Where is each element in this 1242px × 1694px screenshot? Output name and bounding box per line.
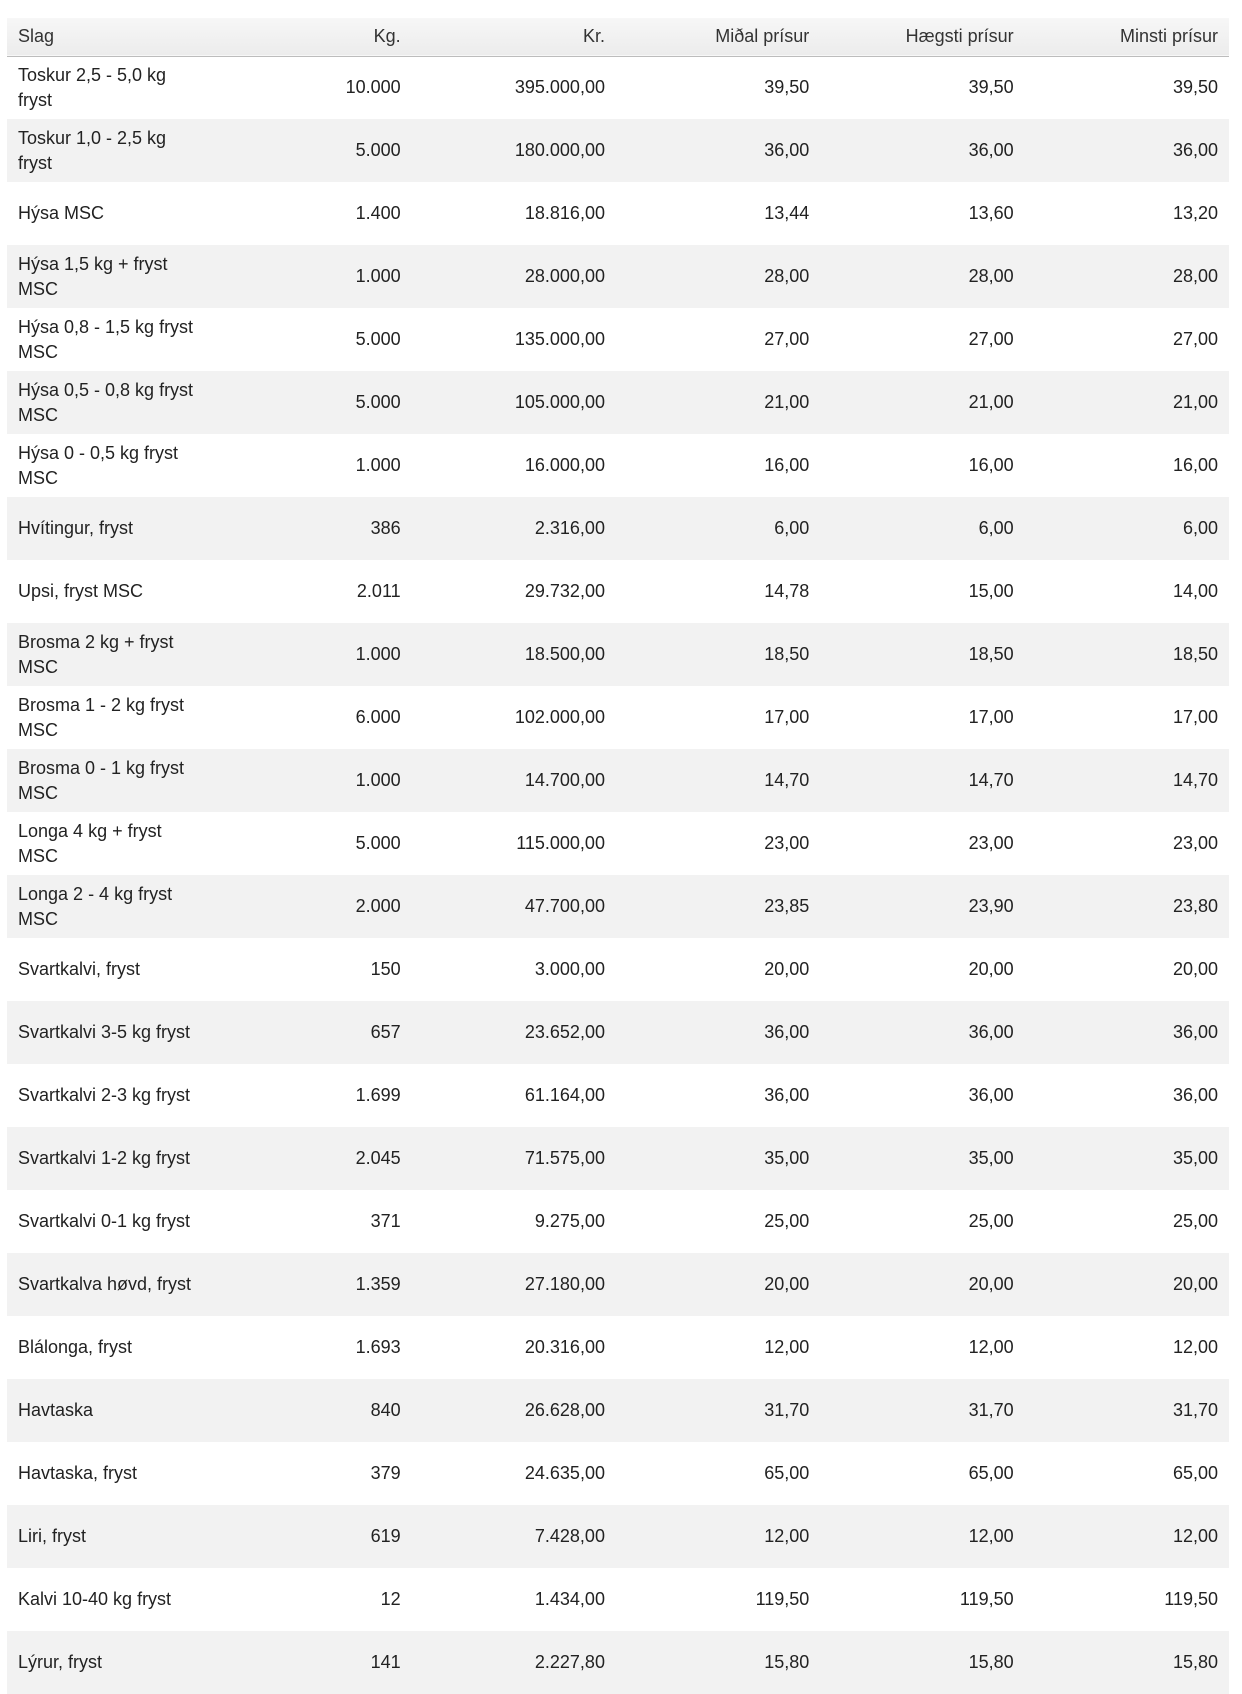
table-header [7, 18, 1229, 56]
cell-kg: 1.000 [355, 266, 401, 286]
cell-midal-prisur: 15,80 [764, 1652, 810, 1672]
cell-midal-prisur: 12,00 [764, 1337, 810, 1357]
cell-midal-prisur: 39,50 [764, 77, 810, 98]
price-table [7, 18, 1229, 1694]
cell-haegsti-prisur: 17,00 [968, 707, 1014, 727]
cell-haegsti-prisur: 18,50 [968, 644, 1014, 664]
cell-midal-prisur: 14,78 [764, 581, 810, 601]
cell-midal-prisur: 23,00 [764, 833, 810, 853]
cell-slag: Svartkalva høvd, fryst [18, 1274, 192, 1294]
cell-kg: 1.000 [355, 455, 401, 475]
cell-haegsti-prisur: 6,00 [978, 518, 1014, 538]
cell-kg: 1.400 [355, 203, 401, 223]
table-row [7, 182, 1229, 245]
cell-kg: 1.699 [355, 1085, 401, 1105]
cell-haegsti-prisur: 23,90 [968, 896, 1014, 916]
cell-kg: 1.000 [355, 644, 401, 664]
table-row [7, 1631, 1229, 1694]
cell-kg: 5.000 [355, 833, 401, 853]
cell-slag: Hýsa 0 - 0,5 kg fryst MSC [18, 442, 179, 488]
cell-kr: 180.000,00 [514, 140, 605, 160]
cell-kr: 16.000,00 [524, 455, 605, 475]
cell-kr: 395.000,00 [514, 77, 605, 98]
cell-kr: 9.275,00 [534, 1211, 605, 1231]
table-row [7, 56, 1229, 119]
cell-slag: Liri, fryst [18, 1526, 87, 1546]
cell-minsti-prisur: 36,00 [1172, 140, 1218, 160]
cell-slag: Hvítingur, fryst [18, 518, 134, 538]
cell-minsti-prisur: 25,00 [1172, 1211, 1218, 1231]
cell-haegsti-prisur: 23,00 [968, 833, 1014, 853]
cell-midal-prisur: 23,85 [764, 896, 810, 916]
column-header-haegsti-prisur[interactable]: Hægsti prísur [905, 26, 1014, 47]
cell-midal-prisur: 21,00 [764, 392, 810, 412]
table-row [7, 1505, 1229, 1568]
cell-kr: 7.428,00 [534, 1526, 605, 1546]
cell-slag: Brosma 2 kg + fryst MSC [18, 631, 174, 677]
cell-haegsti-prisur: 15,00 [968, 581, 1014, 601]
cell-midal-prisur: 119,50 [755, 1589, 810, 1609]
table-row [7, 1064, 1229, 1127]
cell-haegsti-prisur: 20,00 [968, 959, 1014, 979]
column-header-kr[interactable]: Kr. [582, 26, 605, 47]
cell-slag: Kalvi 10-40 kg fryst [18, 1589, 172, 1609]
cell-kr: 23.652,00 [524, 1022, 605, 1042]
cell-kg: 141 [370, 1652, 401, 1672]
cell-minsti-prisur: 31,70 [1172, 1400, 1218, 1420]
cell-midal-prisur: 36,00 [764, 1022, 810, 1042]
cell-slag: Longa 4 kg + fryst MSC [18, 820, 162, 866]
cell-kg: 12 [380, 1589, 401, 1609]
table-row [7, 560, 1229, 623]
cell-kr: 27.180,00 [524, 1274, 605, 1294]
cell-minsti-prisur: 28,00 [1172, 266, 1218, 286]
table-row [7, 1001, 1229, 1064]
price-table-container [7, 18, 1229, 1694]
cell-slag: Blálonga, fryst [18, 1337, 133, 1357]
table-row [7, 1190, 1229, 1253]
cell-kg: 2.045 [355, 1148, 401, 1168]
cell-midal-prisur: 12,00 [764, 1526, 810, 1546]
cell-kg: 371 [370, 1211, 401, 1231]
cell-haegsti-prisur: 15,80 [968, 1652, 1014, 1672]
cell-slag: Toskur 1,0 - 2,5 kg fryst [18, 127, 167, 173]
table-row [7, 1316, 1229, 1379]
cell-slag: Brosma 0 - 1 kg fryst MSC [18, 757, 185, 803]
table-body [7, 56, 1229, 1694]
cell-minsti-prisur: 119,50 [1164, 1589, 1218, 1609]
cell-minsti-prisur: 12,00 [1172, 1337, 1218, 1357]
cell-midal-prisur: 6,00 [774, 518, 810, 538]
cell-minsti-prisur: 18,50 [1172, 644, 1218, 664]
cell-slag: Svartkalvi, fryst [18, 959, 141, 979]
table-row [7, 497, 1229, 560]
cell-kg: 150 [370, 959, 401, 979]
cell-kr: 105.000,00 [514, 392, 605, 412]
cell-haegsti-prisur: 35,00 [968, 1148, 1014, 1168]
cell-kg: 1.359 [355, 1274, 401, 1294]
cell-kg: 2.011 [356, 581, 401, 601]
table-row [7, 434, 1229, 497]
table-row [7, 1379, 1229, 1442]
cell-slag: Havtaska [18, 1400, 94, 1420]
cell-kg: 386 [370, 518, 401, 538]
cell-minsti-prisur: 20,00 [1172, 1274, 1218, 1294]
cell-kg: 840 [370, 1400, 401, 1420]
cell-kr: 115.000,00 [516, 833, 605, 853]
cell-slag: Hýsa MSC [18, 203, 105, 223]
cell-midal-prisur: 35,00 [764, 1148, 810, 1168]
cell-haegsti-prisur: 12,00 [968, 1337, 1014, 1357]
cell-minsti-prisur: 14,70 [1172, 770, 1218, 790]
cell-haegsti-prisur: 21,00 [968, 392, 1014, 412]
cell-haegsti-prisur: 36,00 [968, 140, 1014, 160]
cell-minsti-prisur: 6,00 [1182, 518, 1218, 538]
cell-kg: 5.000 [355, 140, 401, 160]
table-row [7, 371, 1229, 434]
table-row [7, 812, 1229, 875]
cell-kg: 10.000 [345, 77, 401, 98]
cell-slag: Upsi, fryst MSC [18, 581, 144, 601]
cell-kr: 20.316,00 [524, 1337, 605, 1357]
cell-kr: 14.700,00 [524, 770, 605, 790]
cell-haegsti-prisur: 119,50 [959, 1589, 1014, 1609]
cell-minsti-prisur: 35,00 [1172, 1148, 1218, 1168]
table-row [7, 1127, 1229, 1190]
cell-haegsti-prisur: 65,00 [968, 1463, 1014, 1483]
cell-kr: 135.000,00 [514, 329, 605, 349]
cell-midal-prisur: 27,00 [764, 329, 810, 349]
cell-midal-prisur: 20,00 [764, 1274, 810, 1294]
table-row [7, 686, 1229, 749]
cell-midal-prisur: 17,00 [764, 707, 810, 727]
table-row [7, 1253, 1229, 1316]
cell-slag: Hýsa 0,8 - 1,5 kg fryst MSC [18, 316, 194, 362]
cell-kg: 2.000 [355, 896, 401, 916]
cell-minsti-prisur: 21,00 [1172, 392, 1218, 412]
table-row [7, 623, 1229, 686]
cell-haegsti-prisur: 20,00 [968, 1274, 1014, 1294]
cell-minsti-prisur: 15,80 [1172, 1652, 1218, 1672]
cell-minsti-prisur: 36,00 [1172, 1085, 1218, 1105]
table-row [7, 875, 1229, 938]
cell-haegsti-prisur: 16,00 [968, 455, 1014, 475]
cell-haegsti-prisur: 31,70 [968, 1400, 1014, 1420]
cell-midal-prisur: 65,00 [764, 1463, 810, 1483]
cell-slag: Hýsa 1,5 kg + fryst MSC [18, 253, 168, 299]
cell-minsti-prisur: 65,00 [1172, 1463, 1218, 1483]
cell-kr: 18.816,00 [524, 203, 605, 223]
cell-haegsti-prisur: 12,00 [968, 1526, 1014, 1546]
cell-haegsti-prisur: 39,50 [968, 77, 1014, 98]
cell-minsti-prisur: 17,00 [1172, 707, 1218, 727]
table-row [7, 245, 1229, 308]
cell-slag: Svartkalvi 1-2 kg fryst [18, 1148, 191, 1168]
header-row [7, 18, 1229, 56]
cell-minsti-prisur: 20,00 [1172, 959, 1218, 979]
cell-minsti-prisur: 13,20 [1172, 203, 1218, 223]
table-row [7, 938, 1229, 1001]
table-row [7, 308, 1229, 371]
table-row [7, 1442, 1229, 1505]
cell-kg: 657 [370, 1022, 401, 1042]
cell-kg: 379 [370, 1463, 401, 1483]
cell-kr: 47.700,00 [524, 896, 605, 916]
table-row [7, 1568, 1229, 1631]
column-header-kg[interactable]: Kg. [373, 26, 401, 47]
cell-minsti-prisur: 12,00 [1172, 1526, 1218, 1546]
cell-slag: Brosma 1 - 2 kg fryst MSC [18, 694, 185, 740]
cell-haegsti-prisur: 36,00 [968, 1022, 1014, 1042]
cell-kg: 5.000 [355, 329, 401, 349]
cell-kg: 5.000 [355, 392, 401, 412]
cell-haegsti-prisur: 14,70 [968, 770, 1014, 790]
cell-midal-prisur: 36,00 [764, 1085, 810, 1105]
cell-slag: Longa 2 - 4 kg fryst MSC [18, 883, 173, 929]
cell-kr: 1.434,00 [534, 1589, 605, 1609]
column-header-slag[interactable]: Slag [18, 26, 55, 47]
cell-kr: 71.575,00 [524, 1148, 605, 1168]
cell-minsti-prisur: 14,00 [1172, 581, 1218, 601]
cell-slag: Svartkalvi 0-1 kg fryst [18, 1211, 191, 1231]
cell-kg: 619 [370, 1526, 401, 1546]
cell-minsti-prisur: 23,80 [1172, 896, 1218, 916]
cell-minsti-prisur: 27,00 [1172, 329, 1218, 349]
cell-kr: 102.000,00 [514, 707, 605, 727]
cell-slag: Svartkalvi 3-5 kg fryst [18, 1022, 191, 1042]
cell-haegsti-prisur: 36,00 [968, 1085, 1014, 1105]
cell-kr: 2.316,00 [534, 518, 605, 538]
cell-minsti-prisur: 23,00 [1172, 833, 1218, 853]
cell-midal-prisur: 20,00 [764, 959, 810, 979]
cell-slag: Havtaska, fryst [18, 1463, 138, 1483]
column-header-midal-prisur[interactable]: Miðal prísur [715, 26, 810, 47]
cell-haegsti-prisur: 13,60 [968, 203, 1014, 223]
cell-kr: 61.164,00 [524, 1085, 605, 1105]
cell-haegsti-prisur: 28,00 [968, 266, 1014, 286]
cell-slag: Svartkalvi 2-3 kg fryst [18, 1085, 191, 1105]
cell-kr: 28.000,00 [524, 266, 605, 286]
cell-haegsti-prisur: 27,00 [968, 329, 1014, 349]
cell-midal-prisur: 13,44 [764, 203, 810, 223]
cell-kr: 24.635,00 [524, 1463, 605, 1483]
cell-minsti-prisur: 36,00 [1172, 1022, 1218, 1042]
cell-kg: 6.000 [355, 707, 401, 727]
cell-slag: Toskur 2,5 - 5,0 kg fryst [18, 64, 167, 110]
cell-kr: 3.000,00 [534, 959, 605, 979]
cell-midal-prisur: 14,70 [764, 770, 810, 790]
cell-kr: 26.628,00 [524, 1400, 605, 1420]
cell-kr: 29.732,00 [524, 581, 605, 601]
table-row [7, 119, 1229, 182]
cell-minsti-prisur: 39,50 [1172, 77, 1218, 98]
cell-kr: 18.500,00 [524, 644, 605, 664]
cell-midal-prisur: 31,70 [764, 1400, 810, 1420]
cell-midal-prisur: 36,00 [764, 140, 810, 160]
cell-midal-prisur: 25,00 [764, 1211, 810, 1231]
cell-midal-prisur: 16,00 [764, 455, 810, 475]
cell-midal-prisur: 28,00 [764, 266, 810, 286]
cell-slag: Hýsa 0,5 - 0,8 kg fryst MSC [18, 379, 194, 425]
cell-midal-prisur: 18,50 [764, 644, 810, 664]
cell-kg: 1.000 [355, 770, 401, 790]
cell-slag: Lýrur, fryst [18, 1652, 103, 1672]
cell-minsti-prisur: 16,00 [1172, 455, 1218, 475]
table-row [7, 749, 1229, 812]
cell-kg: 1.693 [355, 1337, 401, 1357]
column-header-minsti-prisur[interactable]: Minsti prísur [1119, 26, 1218, 47]
cell-kr: 2.227,80 [534, 1652, 605, 1672]
cell-haegsti-prisur: 25,00 [968, 1211, 1014, 1231]
